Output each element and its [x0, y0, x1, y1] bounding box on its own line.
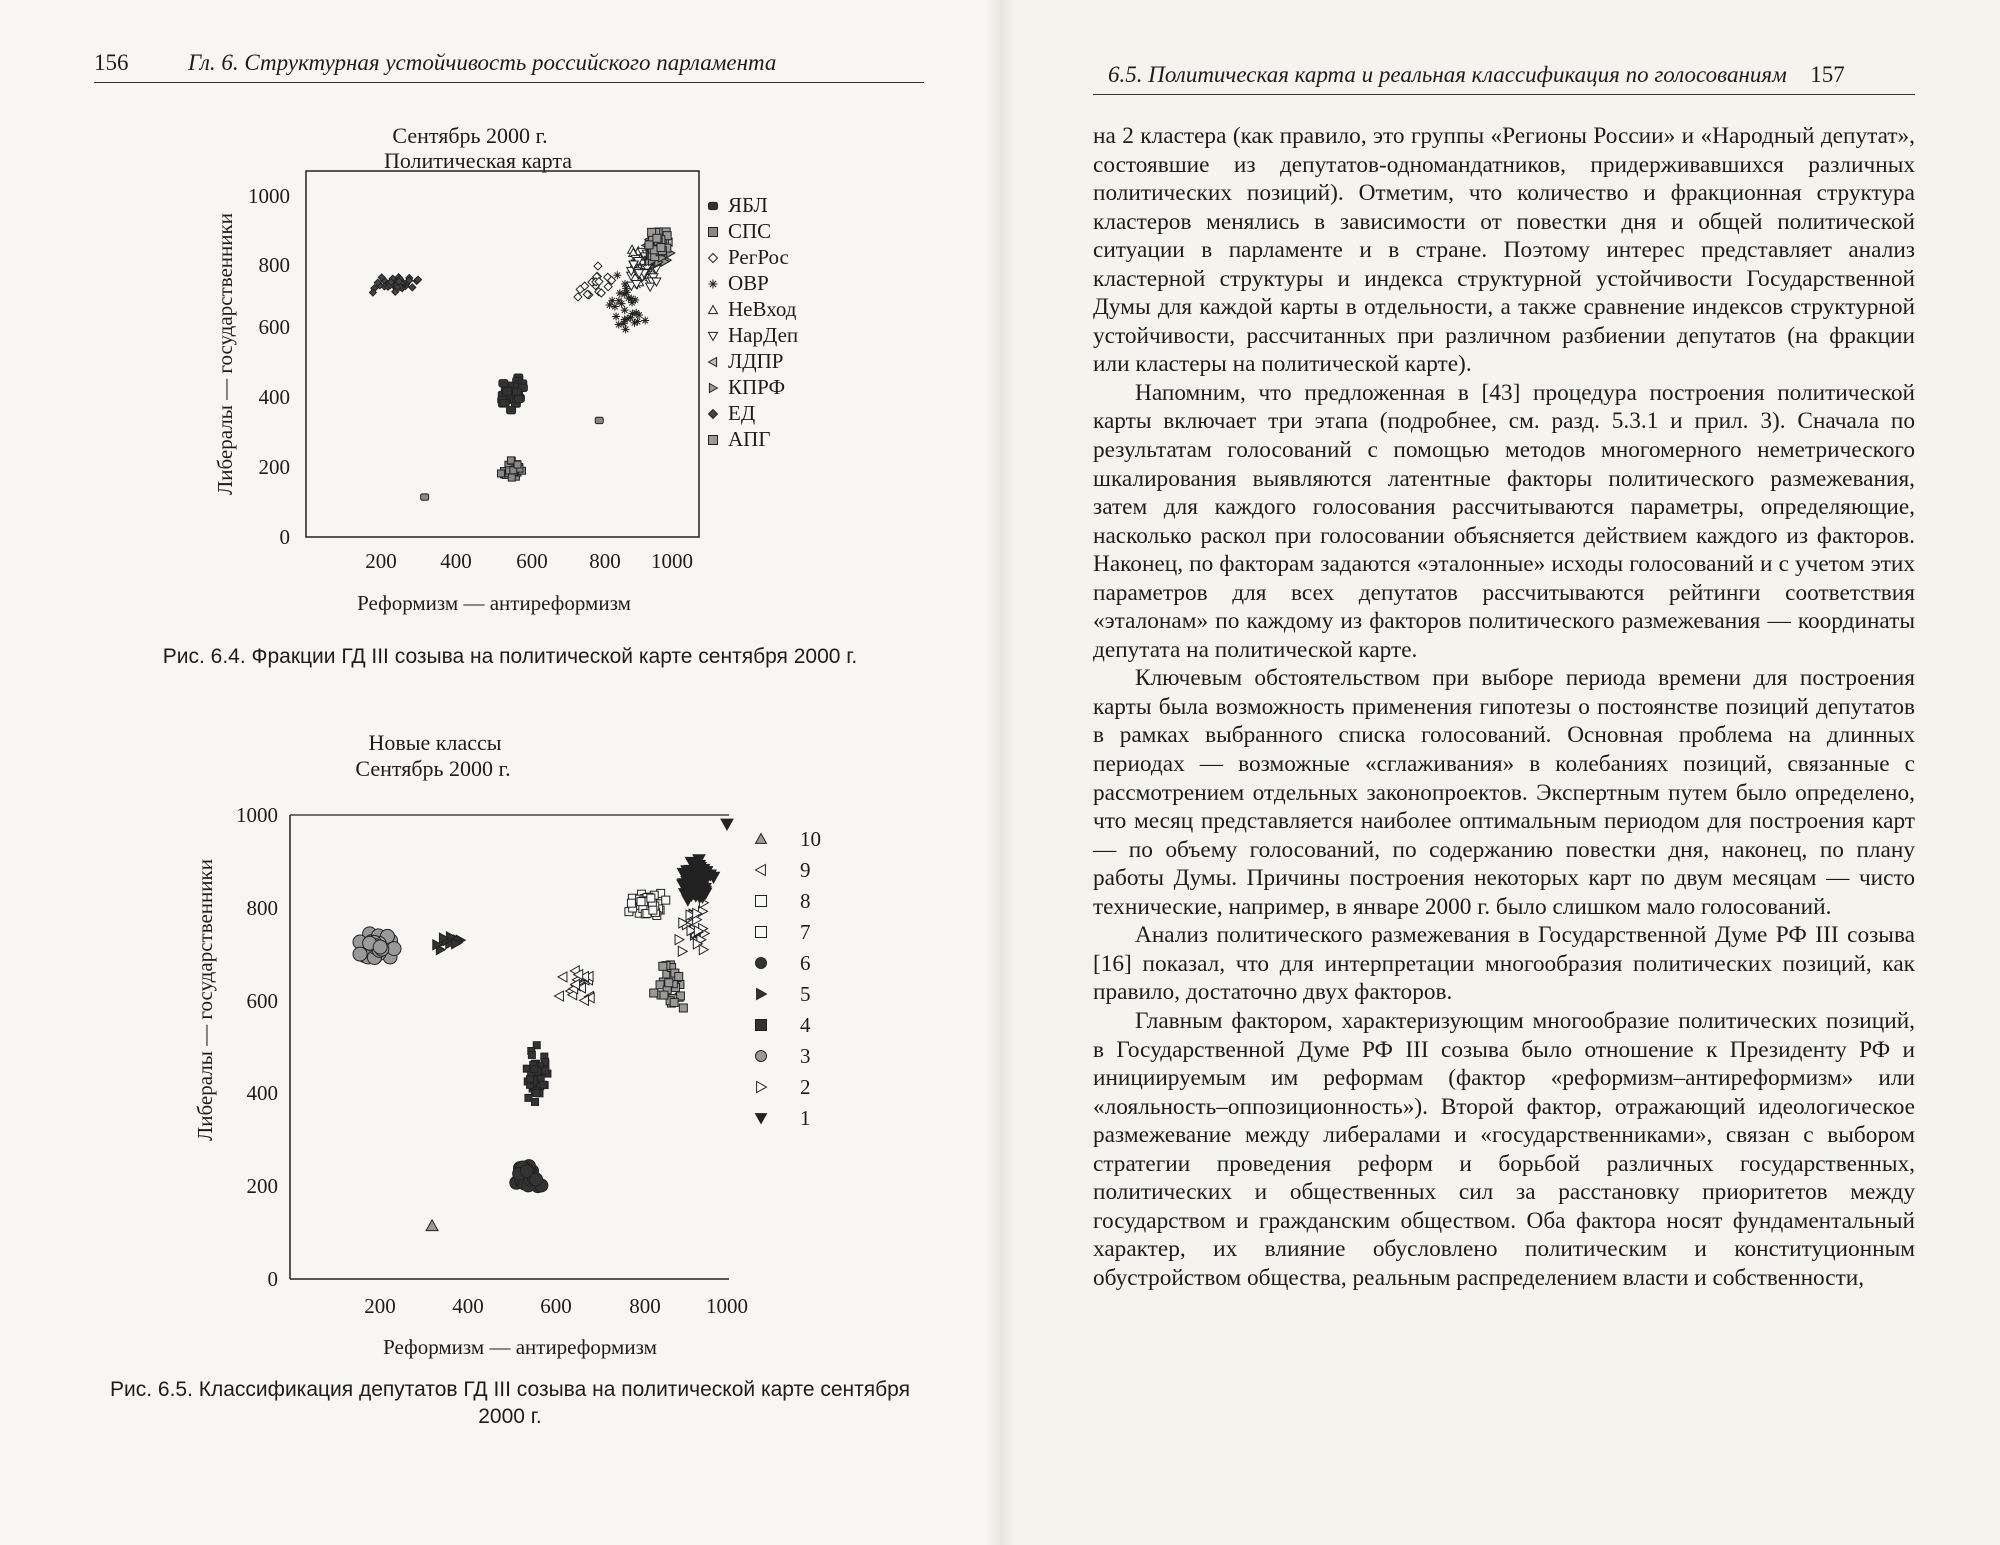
fig2-legend-marker	[757, 1082, 767, 1093]
fig1-point-ovr	[627, 314, 635, 322]
fig2-point-class9	[558, 972, 567, 982]
fig1-ytick: 0	[279, 525, 290, 549]
fig2-xtick: 600	[540, 1294, 572, 1318]
fig1-legend-label: ЕД	[728, 401, 756, 425]
fig1-legend-label: КПРФ	[728, 375, 786, 399]
fig1-point-ovr	[620, 319, 628, 327]
fig2-ytick: 200	[246, 1174, 278, 1198]
fig1-point-ovr	[606, 301, 614, 309]
fig2-x-ticks	[364, 1294, 748, 1318]
fig1-point-yabl	[514, 395, 523, 402]
figure-6-5-chart	[180, 720, 840, 1360]
fig1-point-ovr	[641, 316, 649, 324]
fig2-point-class9	[580, 995, 589, 1005]
fig2-point-class4	[532, 1098, 539, 1105]
fig2-legend-label: 2	[800, 1075, 811, 1099]
fig2-legend-marker	[756, 896, 767, 907]
fig2-legend-marker	[757, 989, 767, 1000]
fig2-x-axis-label: Реформизм — антиреформизм	[383, 1335, 657, 1359]
fig1-point-sps	[508, 474, 515, 481]
fig1-legend-marker	[709, 384, 717, 393]
fig2-point-class4	[527, 1076, 534, 1083]
fig2-point-class4	[533, 1090, 540, 1097]
left-running-header: Гл. 6. Структурная устойчивость российского парламента	[188, 50, 777, 75]
paragraph: Анализ политического размежевания в Государственной Думе РФ III созыва [16] показал, что для интерпретации многообразия политических позиций, как правило, достаточно двух факторов.	[1093, 922, 1915, 1006]
fig1-legend-marker	[709, 228, 718, 237]
fig1-legend-label: ЛДПР	[728, 349, 784, 373]
fig2-point-class4	[542, 1067, 549, 1074]
fig2-legend-label: 10	[800, 827, 821, 851]
fig2-point-class1	[721, 819, 733, 830]
fig1-point-ovr	[613, 271, 621, 279]
fig2-point-class7	[679, 1004, 687, 1012]
fig2-xtick: 200	[364, 1294, 396, 1318]
fig2-legend-marker	[756, 865, 766, 876]
fig1-ytick: 400	[258, 385, 290, 409]
fig2-data-points	[353, 819, 733, 1231]
fig1-point-ovr	[635, 311, 643, 319]
fig1-y-ticks	[248, 184, 290, 549]
fig2-point-class7	[660, 991, 668, 999]
fig1-legend-label: НарДеп	[728, 323, 799, 347]
fig1-xtick: 200	[365, 549, 397, 573]
fig2-point-class7	[665, 979, 673, 987]
fig1-legend-label: РегРос	[728, 245, 789, 269]
fig1-title-line2: Политическая карта	[383, 148, 573, 173]
left-page-number: 156	[94, 50, 129, 75]
fig1-point-regros	[574, 293, 582, 301]
fig2-point-class4	[531, 1066, 538, 1073]
fig2-y-ticks	[236, 803, 278, 1291]
fig2-point-class7	[675, 972, 683, 980]
fig1-point-ovr	[612, 312, 620, 320]
fig1-ytick: 800	[258, 253, 290, 277]
fig1-legend-label: СПС	[728, 219, 772, 243]
fig1-legend-marker	[709, 436, 718, 445]
fig1-xtick: 800	[589, 549, 621, 573]
paragraph: на 2 кластера (как правило, это группы «Регионы России» и «Народный депутат», состоявшие из депутатов-одномандатников, придерживавшихся различных политических позиций). Отметим, что количество и фракционная структура кластеров менялись в зависимости от повестки дня и общей политической ситуации в парламенте и в стране. Поэтому интерес представляет анализ кластерной структуры и индекса структурной устойчивости Государственной Думы для каждой карты в отдельности, а также сравнение индексов структурной устойчивости, рассчитанных при различном разбиении депутатов (на фракции или кластеры на политической карте).	[1093, 123, 1915, 378]
fig1-point-regros	[594, 262, 602, 270]
fig1-legend	[709, 193, 799, 451]
fig1-title-line1: Сентябрь 2000 г.	[392, 123, 548, 148]
fig1-xtick: 400	[440, 549, 472, 573]
fig1-y-axis-label: Либералы — государственники	[213, 213, 237, 495]
fig2-xtick: 400	[452, 1294, 484, 1318]
fig2-point-class6	[530, 1173, 543, 1186]
fig1-point-apg	[657, 244, 665, 252]
fig2-legend-label: 8	[800, 889, 811, 913]
fig2-point-class3	[353, 947, 367, 961]
fig1-point-yabl	[500, 399, 509, 406]
fig1-xtick: 1000	[651, 549, 693, 573]
fig1-point-yabl	[499, 380, 508, 387]
fig2-point-class2	[678, 946, 687, 956]
fig1-legend-label: ОВР	[728, 271, 769, 295]
fig1-data-points	[369, 228, 674, 500]
fig2-point-class3	[373, 940, 387, 954]
right-page-body	[1093, 122, 1915, 1292]
fig1-point-ovr	[621, 306, 629, 314]
fig2-y-axis-label: Либералы — государственники	[193, 859, 217, 1141]
fig2-legend-marker	[756, 1020, 767, 1031]
paragraph: Ключевым обстоятельством при выборе периода времени для построения карты была возможность применения гипотезы о постоянстве позиций депутатов в рамках выбранного списка голосований. Основная проблема на длинных периодах — возможные «сглаживания» в колебаниях позиций, связанные с рассмотрением отдельных законопроектов. Экспертным путем было определено, что месяц представляется наиболее оптимальным периодом для построения карт — по объему голосований, по содержанию повестки дня, наконец, по плану работы Думы. Причины построения некоторых карт по двум месяцам — чисто технические, например, в январе 2000 г. было слишком мало голосований.	[1093, 665, 1915, 920]
fig1-x-ticks	[365, 549, 693, 573]
fig1-point-apg	[645, 241, 653, 249]
fig2-ytick: 0	[267, 1267, 278, 1291]
fig1-point-ovr	[620, 290, 628, 298]
fig1-legend-label: АПГ	[728, 427, 771, 451]
fig2-point-class9	[554, 991, 563, 1001]
fig2-point-class8	[627, 899, 635, 907]
fig1-point-ovr	[628, 299, 636, 307]
fig1-ytick: 200	[258, 455, 290, 479]
book-gutter	[985, 0, 1015, 1545]
fig1-legend-marker	[709, 358, 717, 367]
fig1-point-apg	[653, 234, 661, 242]
fig2-point-class4	[528, 1051, 535, 1058]
fig2-legend-label: 7	[800, 920, 811, 944]
fig1-legend-label: НеВход	[728, 297, 797, 321]
fig2-legend-label: 3	[800, 1044, 811, 1068]
fig1-point-yabl	[503, 388, 512, 395]
fig1-xtick: 600	[516, 549, 548, 573]
fig2-legend	[756, 827, 822, 1130]
fig1-point-yabl	[507, 407, 516, 414]
fig1-point-sps	[514, 461, 521, 468]
fig1-ytick: 1000	[248, 184, 290, 208]
right-page-header	[1108, 62, 1845, 88]
fig1-point-sps	[497, 470, 504, 477]
fig1-legend-marker	[709, 306, 718, 314]
fig1-point-sps	[507, 457, 514, 464]
right-page-number: 157	[1810, 62, 1845, 87]
fig2-legend-marker	[756, 958, 767, 969]
fig1-x-axis-label: Реформизм — антиреформизм	[357, 591, 631, 615]
figure-6-5-caption: Рис. 6.5. Классификация депутатов ГД III созыва на политической карте сентября 2000 г.	[110, 1378, 910, 1428]
fig2-xtick: 800	[629, 1294, 661, 1318]
fig1-plot-frame	[306, 171, 699, 537]
fig2-legend-label: 9	[800, 858, 811, 882]
right-header-rule	[1093, 94, 1915, 95]
fig2-point-class10	[426, 1220, 438, 1231]
fig2-ytick: 600	[246, 989, 278, 1013]
fig1-legend-marker	[709, 332, 718, 340]
fig2-xtick: 1000	[706, 1294, 748, 1318]
fig2-point-class8	[637, 898, 645, 906]
fig2-legend-marker	[756, 834, 767, 844]
left-page-header	[94, 50, 776, 76]
fig2-ytick: 1000	[236, 803, 278, 827]
fig2-point-class7	[659, 962, 667, 970]
fig1-point-ovr	[622, 325, 630, 333]
fig2-point-class2	[675, 935, 684, 945]
fig2-point-class2	[699, 945, 708, 955]
fig2-legend-label: 1	[800, 1106, 811, 1130]
fig2-legend-marker	[756, 1051, 767, 1062]
fig2-ytick: 400	[246, 1081, 278, 1105]
fig2-ytick: 800	[246, 896, 278, 920]
fig2-legend-label: 4	[800, 1013, 811, 1037]
fig2-legend-label: 5	[800, 982, 811, 1006]
figure-6-4-caption: Рис. 6.4. Фракции ГД III созыва на политической карте сентября 2000 г.	[162, 645, 858, 668]
fig1-legend-marker	[709, 410, 718, 419]
fig1-legend-marker	[709, 254, 718, 263]
fig2-legend-marker	[756, 927, 767, 938]
fig2-point-class8	[647, 894, 655, 902]
fig1-legend-marker	[709, 202, 718, 209]
fig1-point-nardep	[646, 283, 655, 291]
fig1-legend-marker	[709, 280, 718, 289]
fig1-legend-label: ЯБЛ	[728, 193, 768, 217]
fig2-legend-marker	[756, 1114, 767, 1124]
left-header-rule	[94, 82, 924, 83]
fig1-ytick: 600	[258, 315, 290, 339]
fig2-point-class7	[650, 989, 658, 997]
right-running-header: 6.5. Политическая карта и реальная классификация по голосованиям	[1108, 62, 1787, 87]
fig2-point-class7	[670, 998, 678, 1006]
fig2-point-class4	[540, 1081, 547, 1088]
fig1-point-outlier	[421, 494, 429, 500]
figure-6-4-chart	[200, 120, 840, 620]
fig2-point-class4	[525, 1094, 532, 1101]
paragraph: Напомним, что предложенная в [43] процедура построения политической карты включает три этапа (подробнее, см. разд. 5.3.1 и прил. 3). Сначала по результатам голосований с помощью методов многомерного неметрического шкалирования выявляются латентные факторы политического размежевания, затем для каждого голосования рассчитываются параметры, определяющие, насколько раскол при голосовании объясняется действием каждого из факторов. Наконец, по факторам задаются «эталонные» исходы голосований и с учетом этих параметров для всех депутатов рассчитываются рейтинги соответствия «эталонам» по каждому из факторов политического размежевания — координаты депутата на политической карте.	[1093, 379, 1915, 663]
fig1-point-ed	[409, 284, 416, 291]
fig2-title-line2: Сентябрь 2000 г.	[355, 756, 511, 781]
fig1-point-outlier	[595, 417, 603, 423]
fig2-title-line1: Новые классы	[368, 730, 502, 755]
fig1-point-ovr	[630, 319, 638, 327]
fig2-point-class8	[649, 906, 657, 914]
fig2-point-class8	[662, 896, 670, 904]
fig1-point-yabl	[512, 388, 521, 395]
paragraph: Главным фактором, характеризующим многообразие политических позиций, в Государственной Думе РФ III созыва было отношение к Президенту РФ и инициируемым им реформам (фактор «реформизм–антиреформизм» или «лояльность–оппозиционность»). Второй фактор, отражающий идеологическое размежевание между либералами и «государственниками», связан с выбором стратегии проведения реформ и борьбой различных государственных, политических и общественных сил за расстановку приоритетов между государством и гражданским обществом. Оба фактора носят фундаментальный характер, их влияние обусловлено политическим и конституционным обустройством общества, реальным распределением власти и собственности,	[1093, 1007, 1915, 1291]
fig2-legend-label: 6	[800, 951, 811, 975]
